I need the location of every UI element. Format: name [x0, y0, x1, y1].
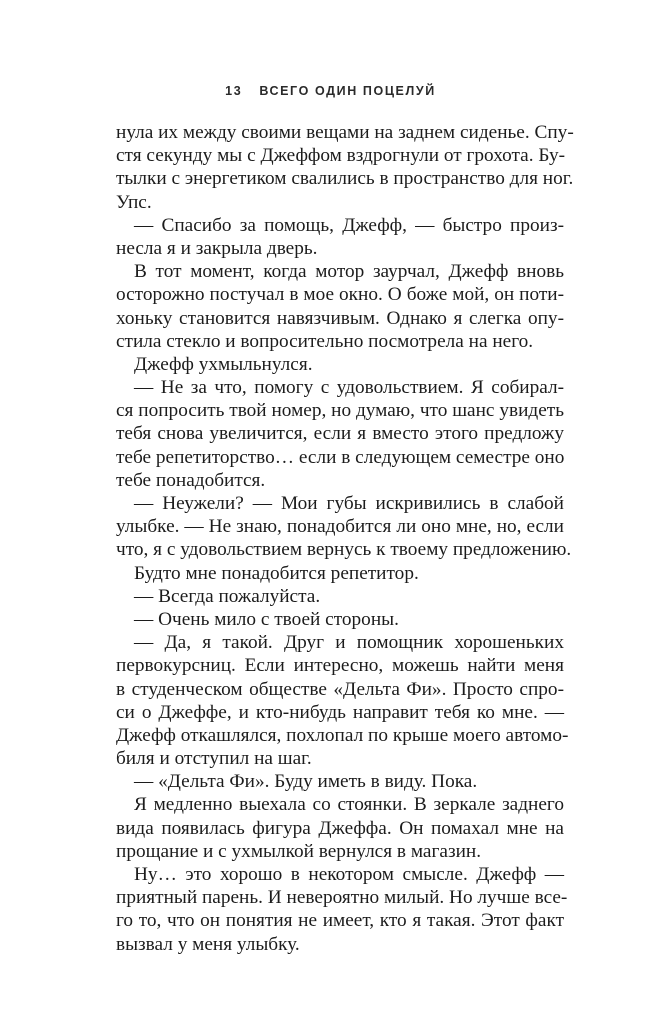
- text-line: что, я с удовольствием вернусь к твоему предложению.: [116, 539, 572, 561]
- text-line: вида появилась фигура Джеффа. Он помахал мне на: [116, 817, 564, 839]
- text-line: нула их между своими вещами на заднем сиденье. Спу-: [116, 122, 574, 143]
- text-line: стила стекло и вопросительно посмотрела на него.: [116, 330, 534, 352]
- text-line: тебя снова увеличится, если я вместо этого предложу: [116, 423, 564, 445]
- text-line: Ну… это хорошо в некотором смысле. Джефф —: [134, 864, 564, 885]
- text-line: — Не за что, помогу с удовольствием. Я собирал-: [134, 377, 564, 399]
- text-line: Упс.: [116, 191, 152, 213]
- text-line: си о Джеффе, и кто-нибудь направит тебя ко мне. —: [116, 701, 564, 723]
- text-line: го то, что он понятия не имеет, кто я такая. Этот факт: [116, 910, 564, 932]
- text-line: тебе репетиторство… если в следующем семестре оно: [116, 446, 565, 468]
- text-line: — Очень мило с твоей стороны.: [134, 608, 399, 630]
- text-line: — Спасибо за помощь, Джефф, — быстро произ-: [134, 214, 564, 236]
- running-header: [0, 84, 661, 98]
- text-line: ся попросить твой номер, но думаю, что шанс увидеть: [116, 400, 564, 422]
- text-line: — Неужели? — Мои губы искривились в слабой: [134, 493, 564, 514]
- text-line: В тот момент, когда мотор заурчал, Джефф вновь: [134, 261, 564, 283]
- text-line: первокурсниц. Если интересно, можешь найти меня: [116, 655, 564, 677]
- text-line: Будто мне понадобится репетитор.: [134, 562, 419, 584]
- text-line: осторожно постучал в мое окно. О боже мой, он поти-: [116, 284, 564, 306]
- text-line: тебе понадобится.: [116, 469, 266, 491]
- book-title: ВСЕГО ОДИН ПОЦЕЛУЙ: [259, 84, 436, 98]
- text-line: Джефф откашлялся, похлопал по крыше моего автомо-: [116, 724, 569, 746]
- page-number: 13: [225, 84, 243, 98]
- text-line: вызвал у меня улыбку.: [116, 933, 300, 955]
- text-line: Джефф ухмыльнулся.: [134, 353, 313, 375]
- text-line: стя секунду мы с Джеффом вздрогнули от грохота. Бу-: [116, 145, 566, 167]
- text-line: — Да, я такой. Друг и помощник хорошеньких: [134, 632, 564, 654]
- text-line: биля и отступил на шаг.: [116, 748, 312, 770]
- text-line: прощание и с ухмылкой вернулся в магазин.: [116, 840, 482, 862]
- text-line: Я медленно выехала со стоянки. В зеркале заднего: [134, 794, 564, 816]
- text-line: улыбке. — Не знаю, понадобится ли оно мне, но, если: [116, 516, 564, 538]
- text-line: приятный парень. И невероятно милый. Но лучше все-: [116, 887, 568, 909]
- text-line: тылки с энергетиком свалились в пространство для ног.: [116, 168, 574, 190]
- text-line: хоньку становится навязчивым. Однако я слегка опу-: [116, 307, 564, 329]
- text-line: несла я и закрыла дверь.: [116, 237, 318, 259]
- body-text: [116, 121, 574, 956]
- text-line: — Всегда пожалуйста.: [134, 585, 321, 607]
- text-line: — «Дельта Фи». Буду иметь в виду. Пока.: [134, 771, 478, 793]
- text-line: в студенческом обществе «Дельта Фи». Просто спро-: [116, 678, 564, 700]
